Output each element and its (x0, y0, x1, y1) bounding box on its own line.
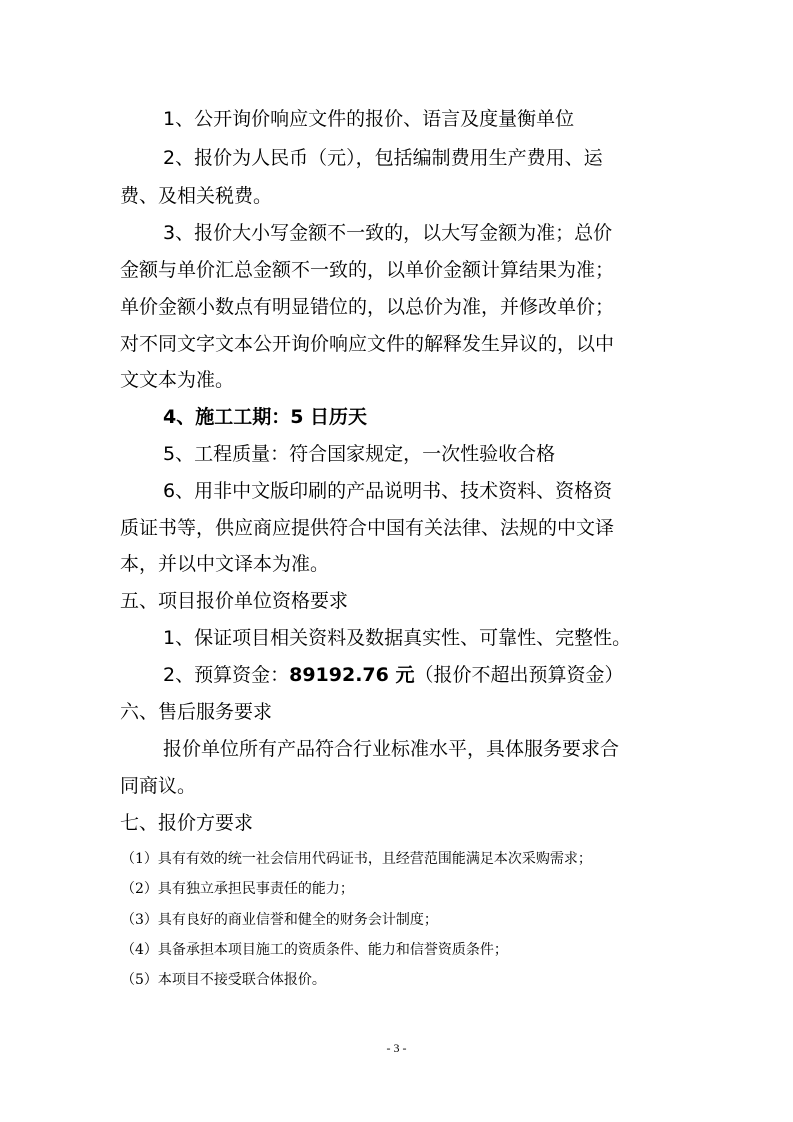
budget-label: 2、预算资金： (163, 664, 290, 686)
budget-amount: 89192.76 元 (289, 664, 415, 686)
section-6-heading: 六、售后服务要求 (120, 701, 273, 723)
sec5-item-1: 1、保证项目相关资料及数据真实性、可靠性、完整性。 (163, 627, 632, 649)
sec4-item-6-line-2: 质证书等，供应商应提供符合中国有关法律、法规的中文译 (120, 517, 615, 539)
sec7-requirement-4: （4）具备承担本项目施工的资质条件、能力和信誉资质条件； (121, 942, 508, 958)
sec7-requirement-5: （5）本项目不接受联合体报价。 (121, 972, 326, 988)
budget-note: （报价不超出预算资金） (414, 664, 624, 686)
sec7-requirement-1: （1）具有有效的统一社会信用代码证书，且经营范围能满足本次采购需求； (121, 851, 592, 867)
sec4-item-6-line-3: 本，并以中文译本为准。 (120, 553, 330, 575)
sec7-requirement-2: （2）具有独立承担民事责任的能力； (121, 881, 354, 897)
sec6-body-line-2: 同商议。 (120, 775, 197, 797)
sec4-item-3-line-1: 3、报价大小写金额不一致的，以大写金额为准；总价 (163, 222, 613, 244)
sec4-item-2-line-2: 费、及相关税费。 (120, 185, 273, 207)
sec5-item-2 (163, 663, 623, 687)
sec4-item-3-line-5: 文文本为准。 (120, 369, 235, 391)
sec7-requirement-3: （3）具有良好的商业信誉和健全的财务会计制度； (121, 912, 438, 928)
sec4-item-3-line-3: 单价金额小数点有明显错位的，以总价为准，并修改单价； (120, 296, 615, 318)
sec4-item-4: 4、施工工期：5 日历天 (163, 406, 368, 428)
sec6-body-line-1: 报价单位所有产品符合行业标准水平，具体服务要求合 (163, 738, 620, 760)
sec4-item-1: 1、公开询价响应文件的报价、语言及度量衡单位 (163, 108, 575, 130)
section-5-heading: 五、项目报价单位资格要求 (120, 590, 349, 612)
sec4-item-3-line-4: 对不同文字文本公开询价响应文件的解释发生异议的，以中 (120, 333, 615, 355)
sec4-item-3-line-2: 金额与单价汇总金额不一致的，以单价金额计算结果为准； (120, 259, 615, 281)
sec4-item-2-line-1: 2、报价为人民币（元），包括编制费用生产费用、运 (163, 147, 603, 169)
section-7-heading: 七、报价方要求 (120, 812, 254, 834)
page-number: - 3 - (386, 1041, 407, 1055)
sec4-item-5: 5、工程质量：符合国家规定，一次性验收合格 (163, 443, 556, 465)
sec4-item-6-line-1: 6、用非中文版印刷的产品说明书、技术资料、资格资 (163, 480, 613, 502)
